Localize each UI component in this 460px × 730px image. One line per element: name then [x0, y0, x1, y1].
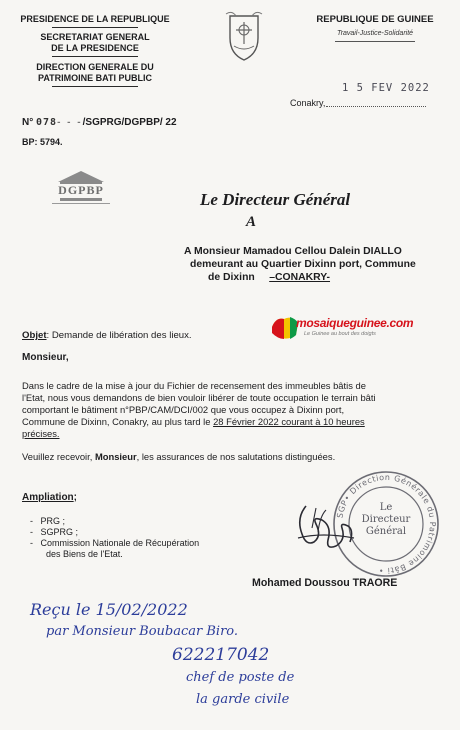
subject-text: : Demande de libération des lieux.: [46, 330, 192, 341]
recipient-line3: [208, 272, 330, 283]
date-line: [326, 106, 426, 107]
paragraph-line3: comportant le bâtiment n°PBP/CAM/DCI/002 que vous occupez à Dixinn port,: [22, 404, 345, 415]
reference-number: N° 078- - -/SGPRG/DGPBP/ 22: [22, 117, 177, 128]
paragraph-line1: Dans le cadre de la mise à jour du Fichier de recensement des immeubles bâtis de: [22, 380, 366, 391]
stamp-line3: Général: [365, 526, 407, 537]
divider: [335, 41, 415, 42]
recipient-commune: de Dixinn: [208, 272, 255, 283]
ampliation-list: [30, 516, 199, 560]
recipient-city: –CONAKRY-: [269, 272, 331, 283]
subject-label: Objet: [22, 330, 47, 341]
city-label: Conakry,: [290, 98, 326, 108]
closing-b: Monsieur: [94, 451, 137, 462]
title-a: A: [246, 214, 257, 230]
secretariat-line1: SECRETARIAT GENERAL: [40, 32, 150, 42]
divider: [52, 56, 138, 57]
handwritten-receipt-line2: par Monsieur Boubacar Biro.: [46, 624, 239, 639]
paragraph-line4-text: Commune de Dixinn, Conakry, au plus tard le: [22, 416, 214, 427]
handwritten-role-line2: la garde civile: [196, 692, 290, 707]
divider: [52, 86, 138, 87]
logo-text: DGPBP: [58, 183, 104, 197]
salutation: Monsieur,: [22, 352, 69, 363]
postal-box: BP: 5794.: [22, 137, 63, 147]
paragraph-line4: [22, 416, 365, 428]
ref-number: 078: [36, 117, 58, 128]
country-name: REPUBLIQUE DE GUINEE: [316, 14, 434, 25]
signatory-name: Mohamed Doussou TRAORE: [252, 577, 398, 589]
watermark-site: mosaiqueguinee.com: [296, 316, 414, 330]
date-stamp: 1 5 FEV 2022: [342, 82, 430, 94]
ampliation-heading: [22, 492, 77, 503]
recipient-line1: A Monsieur Mamadou Cellou Dalein DIALLO: [184, 246, 402, 257]
ref-suffix: /SGPRG/DGPBP/ 22: [82, 117, 177, 128]
direction-line2: PATRIMOINE BATI PUBLIC: [38, 73, 152, 83]
handwritten-receipt-line1: Reçu le 15/02/2022: [30, 600, 188, 619]
handwritten-role-line1: chef de poste de: [186, 670, 295, 685]
ampliation-colon: ;: [73, 492, 78, 503]
list-item: - SGPRG ;: [30, 527, 79, 537]
list-item: des Biens de l'Etat.: [46, 549, 123, 559]
national-motto: Travail-Justice-Solidarité: [336, 30, 414, 37]
list-item: - PRG ;: [30, 516, 66, 526]
paragraph-line5: précises.: [22, 428, 60, 439]
coat-of-arms-icon: [224, 10, 264, 62]
ampliation-label: Ampliation: [22, 492, 74, 503]
closing-a: Veuillez recevoir,: [22, 451, 95, 462]
ref-prefix: N°: [22, 117, 34, 128]
deadline: 28 Février 2022 courant à 10 heures: [213, 416, 365, 427]
paragraph-line2: l'Etat, nous vous demandons de bien vouloir libérer de toute occupation le terrain bâti: [22, 392, 376, 403]
stamp-ring-text: SGP• Direction Générale du Patrimoine Bâti •: [335, 472, 438, 576]
subject-line: [22, 330, 192, 341]
list-item: - Commission Nationale de Récupération: [30, 538, 200, 548]
closing-formula: [22, 451, 335, 463]
document-title: Le Directeur Général: [200, 190, 351, 209]
stamp-line2: Directeur: [361, 514, 411, 525]
secretariat-line2: DE LA PRESIDENCE: [51, 43, 139, 53]
handwritten-phone: 622217042: [172, 645, 270, 665]
divider: [52, 27, 138, 28]
dgpbp-logo: [48, 168, 114, 206]
presidency-line: PRESIDENCE DE LA REPUBLIQUE: [20, 14, 170, 24]
stamp-line1: Le: [379, 502, 393, 513]
recipient-line2: demeurant au Quartier Dixinn port, Commune: [190, 259, 416, 270]
direction-line1: DIRECTION GENERALE DU: [36, 62, 154, 72]
closing-c: , les assurances de nos salutations distinguées.: [136, 451, 336, 462]
watermark-tagline: Le Guinee au bout des doigts: [304, 331, 376, 337]
handwritten-signature: [292, 498, 362, 562]
